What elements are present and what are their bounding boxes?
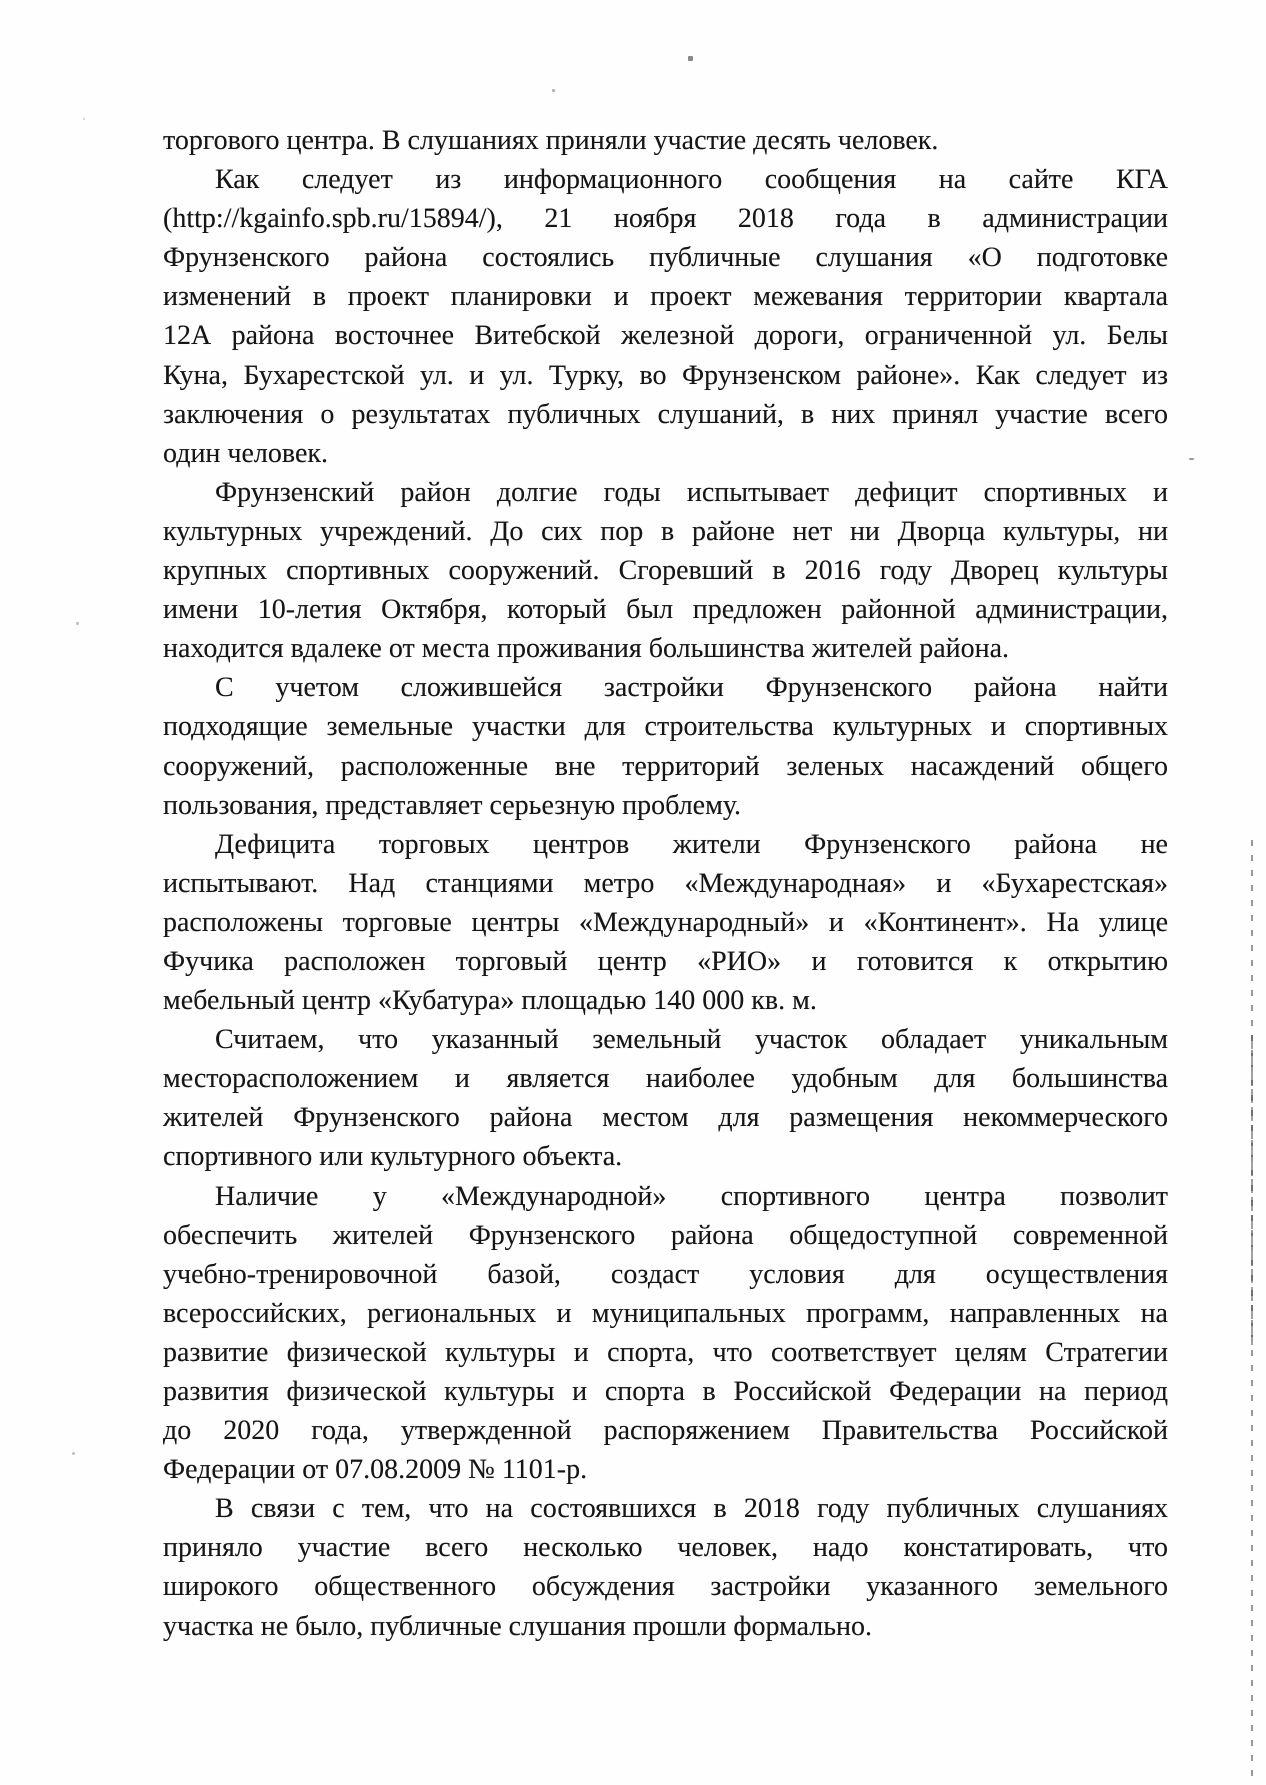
scan-artifact-speck [552,89,555,92]
paragraph [163,473,1168,668]
text-line: сооружений, расположенные вне территорий зеленых насаждений общего [163,750,1168,782]
paragraph [163,1489,1168,1645]
text-line: подходящие земельные участки для строительства культурных и спортивных [163,711,1168,743]
text-line: широкого общественного обсуждения застройки указанного земельного [163,1571,1168,1603]
text-line: С учетом сложившейся застройки Фрунзенского района найти [215,672,1168,704]
paragraph [163,668,1168,824]
text-line: В связи с тем, что на состоявшихся в 2018 году публичных слушаниях [215,1493,1168,1525]
text-line: Фрунзенский район долгие годы испытывает дефицит спортивных и [215,476,1168,508]
scan-artifact-speck [76,622,79,625]
scan-artifact-dashed-line [1251,1035,1253,1345]
text-line: находится вдалеке от места проживания большинства жителей района. [163,633,1010,665]
text-line: Федерации от 07.08.2009 № 1101-р. [163,1454,588,1486]
scan-artifact-dashed-line [1251,840,1253,1782]
text-line: Куна, Бухарестской ул. и ул. Турку, во Фрунзенском районе». Как следует из [163,359,1168,391]
text-line: развития физической культуры и спорта в Российской Федерации на период [163,1376,1168,1407]
text-line: всероссийских, региональных и муниципальных программ, направленных на [163,1297,1168,1329]
paragraph [163,1177,1168,1490]
text-line: до 2020 года, утвержденной распоряжением Правительства Российской [163,1415,1168,1447]
text-line: приняло участие всего несколько человек, надо констатировать, что [163,1532,1168,1564]
text-line: Наличие у «Международной» спортивного центра позволит [215,1180,1168,1212]
scan-artifact-speck [72,1452,75,1455]
text-line: участка не было, публичные слушания прошли формально. [163,1610,873,1642]
text-line: жителей Фрунзенского района местом для размещения некоммерческого [163,1102,1168,1134]
scan-artifact-speck [83,118,85,120]
text-line: спортивного или культурного объекта. [163,1141,623,1173]
text-line: обеспечить жителей Фрунзенского района общедоступной современной [163,1219,1168,1251]
document-text [163,121,1168,1646]
text-line: расположены торговые центры «Международный» и «Континент». На улице [163,906,1168,938]
text-line: пользования, представляет серьезную проблему. [163,789,742,821]
text-line: Считаем, что указанный земельный участок обладает уникальным [215,1024,1168,1056]
text-line: испытывают. Над станциями метро «Международная» и «Бухарестская» [163,867,1168,899]
text-line: Фрунзенского района состоялись публичные слушания «О подготовке [163,242,1168,274]
text-line: 12А района восточнее Витебской железной дороги, ограниченной ул. Белы [163,320,1168,352]
text-line: крупных спортивных сооружений. Сгоревший в 2016 году Дворец культуры [163,555,1168,587]
text-line: один человек. [163,437,328,469]
text-line: Дефицита торговых центров жители Фрунзенского района не [215,828,1168,860]
text-line: заключения о результатах публичных слушаний, в них принял участие всего [163,398,1168,430]
text-line: Как следует из информационного сообщения на сайте КГА [215,164,1168,196]
text-line: имени 10-летия Октября, который был предложен районной администрации, [163,594,1168,626]
paragraph [163,1020,1168,1176]
text-line: торгового центра. В слушаниях приняли участие десять человек. [163,125,939,156]
scan-artifact-speck [1189,458,1194,460]
paragraph [163,825,1168,1020]
text-line: (http://kgainfo.spb.ru/15894/), 21 ноября 2018 года в администрации [163,203,1168,235]
paragraph [163,121,1168,160]
text-line: мебельный центр «Кубатура» площадью 140 000 кв. м. [163,985,817,1017]
text-line: развитие физической культуры и спорта, что соответствует целям Стратегии [163,1336,1168,1368]
text-line: Фучика расположен торговый центр «РИО» и готовится к открытию [163,945,1168,977]
text-line: культурных учреждений. До сих пор в районе нет ни Дворца культуры, ни [163,515,1168,547]
scan-artifact-speck [688,56,693,61]
text-line: учебно-тренировочной базой, создаст условия для осуществления [163,1258,1168,1290]
paragraph [163,160,1168,473]
text-line: месторасположением и является наиболее удобным для большинства [163,1063,1168,1095]
text-line: изменений в проект планировки и проект межевания территории квартала [163,281,1168,313]
